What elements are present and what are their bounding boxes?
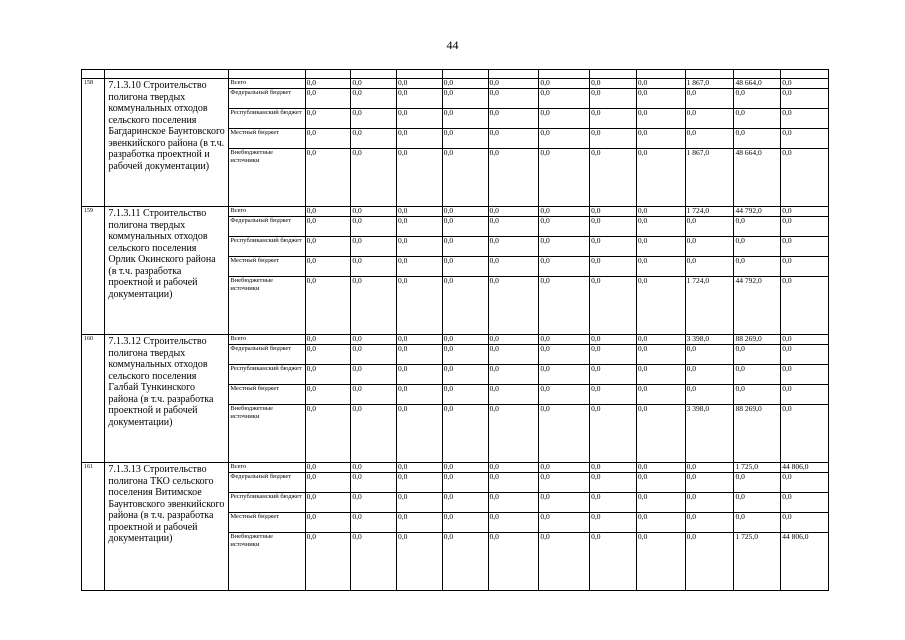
value-cell: 0,0 (539, 385, 590, 405)
header-spacer-row (82, 70, 829, 79)
value-cell: 0,0 (305, 129, 351, 149)
value-cell: 0,0 (781, 129, 829, 149)
value-cell: 0,0 (590, 149, 637, 207)
value-cell: 0,0 (442, 513, 488, 533)
value-cell: 0,0 (442, 79, 488, 89)
value-cell: 0,0 (636, 207, 685, 217)
value-cell: 0,0 (781, 493, 829, 513)
value-cell: 0,0 (590, 463, 637, 473)
value-cell: 0,0 (590, 217, 637, 237)
value-cell: 0,0 (351, 237, 397, 257)
value-cell: 0,0 (305, 89, 351, 109)
value-cell: 0,0 (351, 149, 397, 207)
value-cell: 0,0 (397, 277, 443, 335)
value-cell: 0,0 (685, 493, 734, 513)
value-cell: 0,0 (685, 473, 734, 493)
value-cell: 0,0 (636, 89, 685, 109)
value-cell: 0,0 (636, 493, 685, 513)
funding-source: Местный бюджет (229, 129, 305, 149)
value-cell: 0,0 (539, 473, 590, 493)
value-cell: 0,0 (488, 129, 539, 149)
value-cell: 0,0 (781, 335, 829, 345)
value-cell: 0,0 (781, 237, 829, 257)
value-cell: 0,0 (539, 277, 590, 335)
value-cell: 0,0 (305, 257, 351, 277)
total-row (82, 79, 829, 89)
value-cell: 0,0 (636, 473, 685, 493)
value-cell: 0,0 (488, 237, 539, 257)
value-cell: 0,0 (636, 79, 685, 89)
value-cell: 0,0 (734, 513, 781, 533)
value-cell: 0,0 (590, 493, 637, 513)
value-cell: 0,0 (539, 237, 590, 257)
value-cell: 0,0 (305, 463, 351, 473)
value-cell: 0,0 (539, 257, 590, 277)
value-cell: 0,0 (590, 109, 637, 129)
value-cell: 0,0 (636, 533, 685, 591)
value-cell: 0,0 (590, 277, 637, 335)
value-cell: 0,0 (397, 385, 443, 405)
value-cell: 0,0 (636, 217, 685, 237)
value-cell: 0,0 (397, 89, 443, 109)
value-cell: 0,0 (442, 365, 488, 385)
value-cell: 0,0 (442, 207, 488, 217)
value-cell: 0,0 (781, 257, 829, 277)
total-row (82, 207, 829, 217)
value-cell: 0,0 (305, 533, 351, 591)
value-cell: 0,0 (488, 513, 539, 533)
funding-source: Федеральный бюджет (229, 217, 305, 237)
value-cell: 0,0 (488, 277, 539, 335)
value-cell: 0,0 (590, 365, 637, 385)
value-cell: 0,0 (442, 149, 488, 207)
value-cell: 0,0 (734, 473, 781, 493)
value-cell: 0,0 (305, 237, 351, 257)
value-cell: 44 806,0 (781, 463, 829, 473)
value-cell: 0,0 (590, 533, 637, 591)
value-cell: 0,0 (590, 257, 637, 277)
value-cell: 0,0 (351, 385, 397, 405)
funding-source: Федеральный бюджет (229, 473, 305, 493)
value-cell: 0,0 (488, 109, 539, 129)
value-cell: 0,0 (305, 335, 351, 345)
value-cell: 44 792,0 (734, 277, 781, 335)
row-number: 159 (82, 207, 105, 335)
value-cell: 0,0 (685, 385, 734, 405)
value-cell: 0,0 (305, 405, 351, 463)
value-cell: 0,0 (397, 109, 443, 129)
value-cell: 0,0 (636, 335, 685, 345)
value-cell: 0,0 (442, 405, 488, 463)
value-cell: 0,0 (397, 493, 443, 513)
value-cell: 0,0 (351, 217, 397, 237)
value-cell: 0,0 (351, 345, 397, 365)
value-cell: 0,0 (305, 473, 351, 493)
value-cell: 0,0 (351, 335, 397, 345)
value-cell: 0,0 (305, 79, 351, 89)
value-cell: 0,0 (305, 493, 351, 513)
value-cell: 0,0 (442, 237, 488, 257)
value-cell: 0,0 (397, 257, 443, 277)
value-cell: 0,0 (397, 217, 443, 237)
value-cell: 48 664,0 (734, 149, 781, 207)
value-cell: 0,0 (351, 207, 397, 217)
value-cell: 0,0 (636, 405, 685, 463)
value-cell: 0,0 (397, 79, 443, 89)
measure-name: 7.1.3.10 Строительство полигона твердых коммунальных отходов сельского поселения Багдаринское Баунтовского эвенкийского района (в т.ч. разработка проектной и рабочей документации) (105, 79, 229, 207)
value-cell: 0,0 (351, 79, 397, 89)
value-cell: 0,0 (781, 277, 829, 335)
value-cell: 0,0 (734, 257, 781, 277)
value-cell: 0,0 (442, 385, 488, 405)
value-cell: 0,0 (636, 345, 685, 365)
value-cell: 0,0 (442, 129, 488, 149)
measure-name: 7.1.3.11 Строительство полигона твердых коммунальных отходов сельского поселения Орлик Окинского района (в т.ч. разработка проектной и рабочей документации) (105, 207, 229, 335)
value-cell: 0,0 (442, 257, 488, 277)
value-cell: 0,0 (685, 257, 734, 277)
value-cell: 0,0 (442, 89, 488, 109)
value-cell: 0,0 (351, 513, 397, 533)
value-cell: 0,0 (442, 493, 488, 513)
value-cell: 0,0 (351, 89, 397, 109)
funding-source: Местный бюджет (229, 513, 305, 533)
value-cell: 0,0 (781, 365, 829, 385)
row-number: 158 (82, 79, 105, 207)
value-cell: 0,0 (685, 345, 734, 365)
value-cell: 0,0 (539, 79, 590, 89)
value-cell: 0,0 (781, 109, 829, 129)
value-cell: 0,0 (488, 217, 539, 237)
value-cell: 0,0 (539, 365, 590, 385)
value-cell: 0,0 (488, 89, 539, 109)
funding-source: Всего (229, 463, 305, 473)
funding-source: Республиканский бюджет (229, 365, 305, 385)
value-cell: 0,0 (488, 79, 539, 89)
value-cell: 0,0 (734, 493, 781, 513)
value-cell: 0,0 (488, 257, 539, 277)
value-cell: 0,0 (781, 217, 829, 237)
funding-source: Всего (229, 79, 305, 89)
value-cell: 0,0 (781, 405, 829, 463)
value-cell: 0,0 (305, 277, 351, 335)
value-cell: 0,0 (539, 109, 590, 129)
value-cell: 0,0 (488, 405, 539, 463)
value-cell: 0,0 (734, 345, 781, 365)
value-cell: 0,0 (397, 149, 443, 207)
value-cell: 0,0 (685, 89, 734, 109)
total-row (82, 463, 829, 473)
value-cell: 1 867,0 (685, 149, 734, 207)
funding-source: Республиканский бюджет (229, 109, 305, 129)
value-cell: 0,0 (305, 207, 351, 217)
value-cell: 0,0 (781, 149, 829, 207)
value-cell: 0,0 (734, 109, 781, 129)
value-cell: 0,0 (781, 207, 829, 217)
value-cell: 0,0 (636, 277, 685, 335)
value-cell: 0,0 (397, 365, 443, 385)
value-cell: 0,0 (734, 129, 781, 149)
value-cell: 0,0 (636, 257, 685, 277)
value-cell: 0,0 (488, 473, 539, 493)
funding-source: Республиканский бюджет (229, 493, 305, 513)
value-cell: 0,0 (734, 89, 781, 109)
value-cell: 0,0 (685, 513, 734, 533)
value-cell: 0,0 (539, 335, 590, 345)
value-cell: 3 398,0 (685, 405, 734, 463)
value-cell: 0,0 (305, 365, 351, 385)
total-row (82, 335, 829, 345)
row-number: 160 (82, 335, 105, 463)
value-cell: 0,0 (636, 149, 685, 207)
value-cell: 0,0 (590, 237, 637, 257)
funding-source: Всего (229, 335, 305, 345)
value-cell: 0,0 (305, 513, 351, 533)
value-cell: 0,0 (685, 109, 734, 129)
funding-source: Внебюджетные источники (229, 149, 305, 207)
value-cell: 0,0 (636, 385, 685, 405)
value-cell: 0,0 (442, 473, 488, 493)
value-cell: 0,0 (442, 335, 488, 345)
value-cell: 0,0 (442, 463, 488, 473)
value-cell: 0,0 (351, 533, 397, 591)
value-cell: 0,0 (636, 463, 685, 473)
value-cell: 0,0 (590, 513, 637, 533)
funding-source: Внебюджетные источники (229, 405, 305, 463)
row-number: 161 (82, 463, 105, 591)
value-cell: 0,0 (397, 129, 443, 149)
funding-source: Федеральный бюджет (229, 89, 305, 109)
funding-source: Федеральный бюджет (229, 345, 305, 365)
value-cell: 0,0 (488, 493, 539, 513)
value-cell: 1 725,0 (734, 463, 781, 473)
value-cell: 0,0 (488, 463, 539, 473)
value-cell: 1 867,0 (685, 79, 734, 89)
value-cell: 0,0 (488, 335, 539, 345)
value-cell: 0,0 (636, 365, 685, 385)
value-cell: 0,0 (351, 493, 397, 513)
value-cell: 0,0 (636, 237, 685, 257)
value-cell: 0,0 (442, 277, 488, 335)
value-cell: 0,0 (590, 345, 637, 365)
measure-name: 7.1.3.13 Строительство полигона ТКО сельского поселения Витимское Баунтовского эвенкийского района (в т.ч. разработка проектной и рабочей документации) (105, 463, 229, 591)
value-cell: 0,0 (539, 345, 590, 365)
value-cell: 0,0 (539, 89, 590, 109)
value-cell: 0,0 (397, 405, 443, 463)
funding-source: Всего (229, 207, 305, 217)
value-cell: 0,0 (397, 335, 443, 345)
value-cell: 0,0 (305, 385, 351, 405)
value-cell: 44 792,0 (734, 207, 781, 217)
value-cell: 0,0 (590, 405, 637, 463)
value-cell: 0,0 (397, 237, 443, 257)
value-cell: 48 664,0 (734, 79, 781, 89)
value-cell: 0,0 (397, 533, 443, 591)
funding-source: Республиканский бюджет (229, 237, 305, 257)
value-cell: 0,0 (781, 345, 829, 365)
value-cell: 0,0 (539, 463, 590, 473)
value-cell: 0,0 (539, 129, 590, 149)
page-number: 44 (446, 38, 459, 52)
value-cell: 0,0 (442, 217, 488, 237)
value-cell: 0,0 (734, 237, 781, 257)
value-cell: 0,0 (397, 345, 443, 365)
value-cell: 0,0 (636, 513, 685, 533)
value-cell: 0,0 (734, 365, 781, 385)
value-cell: 0,0 (590, 89, 637, 109)
value-cell: 0,0 (442, 109, 488, 129)
value-cell: 44 806,0 (781, 533, 829, 591)
value-cell: 0,0 (351, 129, 397, 149)
value-cell: 0,0 (685, 463, 734, 473)
value-cell: 0,0 (685, 217, 734, 237)
value-cell: 88 269,0 (734, 335, 781, 345)
funding-source: Внебюджетные источники (229, 277, 305, 335)
value-cell: 0,0 (636, 129, 685, 149)
value-cell: 0,0 (397, 473, 443, 493)
value-cell: 0,0 (488, 207, 539, 217)
value-cell: 0,0 (305, 149, 351, 207)
value-cell: 0,0 (305, 217, 351, 237)
value-cell: 0,0 (397, 207, 443, 217)
value-cell: 0,0 (351, 365, 397, 385)
value-cell: 0,0 (781, 473, 829, 493)
measure-name: 7.1.3.12 Строительство полигона твердых коммунальных отходов сельского поселения Галбай Тункинского района (в т.ч. разработка проектной и рабочей документации) (105, 335, 229, 463)
value-cell: 0,0 (351, 257, 397, 277)
value-cell: 0,0 (351, 463, 397, 473)
value-cell: 0,0 (488, 385, 539, 405)
funding-source: Внебюджетные источники (229, 533, 305, 591)
value-cell: 0,0 (442, 533, 488, 591)
value-cell: 0,0 (305, 109, 351, 129)
value-cell: 0,0 (488, 149, 539, 207)
value-cell: 0,0 (590, 335, 637, 345)
value-cell: 0,0 (351, 277, 397, 335)
value-cell: 0,0 (734, 385, 781, 405)
budget-table (81, 69, 829, 591)
funding-source: Местный бюджет (229, 257, 305, 277)
value-cell: 0,0 (781, 513, 829, 533)
value-cell: 0,0 (590, 385, 637, 405)
value-cell: 0,0 (488, 345, 539, 365)
value-cell: 0,0 (734, 217, 781, 237)
value-cell: 1 724,0 (685, 277, 734, 335)
value-cell: 0,0 (590, 79, 637, 89)
value-cell: 0,0 (636, 109, 685, 129)
value-cell: 0,0 (590, 207, 637, 217)
value-cell: 0,0 (539, 207, 590, 217)
value-cell: 0,0 (397, 513, 443, 533)
value-cell: 0,0 (781, 385, 829, 405)
value-cell: 0,0 (351, 109, 397, 129)
value-cell: 0,0 (397, 463, 443, 473)
value-cell: 0,0 (539, 405, 590, 463)
value-cell: 0,0 (351, 405, 397, 463)
value-cell: 88 269,0 (734, 405, 781, 463)
value-cell: 0,0 (539, 493, 590, 513)
value-cell: 0,0 (488, 533, 539, 591)
value-cell: 0,0 (351, 473, 397, 493)
value-cell: 0,0 (781, 79, 829, 89)
value-cell: 0,0 (590, 473, 637, 493)
value-cell: 0,0 (685, 129, 734, 149)
value-cell: 0,0 (488, 365, 539, 385)
value-cell: 0,0 (539, 149, 590, 207)
value-cell: 0,0 (539, 513, 590, 533)
value-cell: 0,0 (539, 217, 590, 237)
value-cell: 0,0 (590, 129, 637, 149)
value-cell: 0,0 (685, 365, 734, 385)
value-cell: 1 724,0 (685, 207, 734, 217)
value-cell: 0,0 (685, 533, 734, 591)
value-cell: 0,0 (539, 533, 590, 591)
value-cell: 0,0 (781, 89, 829, 109)
value-cell: 0,0 (305, 345, 351, 365)
value-cell: 1 725,0 (734, 533, 781, 591)
value-cell: 0,0 (442, 345, 488, 365)
value-cell: 3 398,0 (685, 335, 734, 345)
value-cell: 0,0 (685, 237, 734, 257)
funding-source: Местный бюджет (229, 385, 305, 405)
